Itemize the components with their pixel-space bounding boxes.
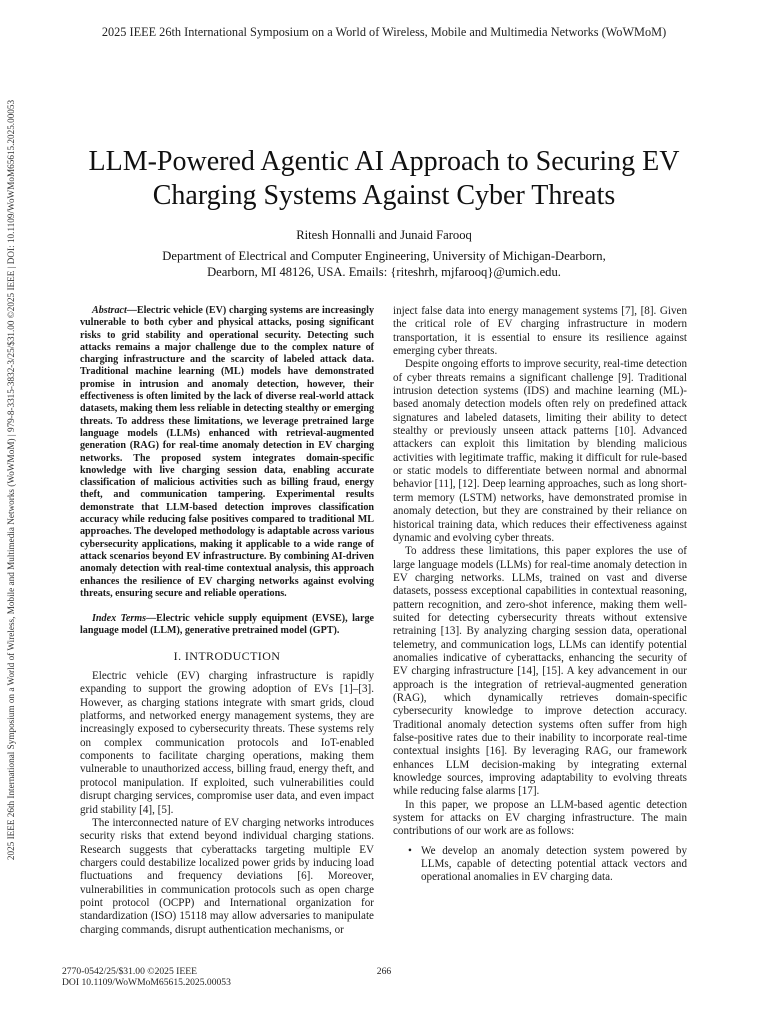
paper-title [40, 145, 728, 213]
index-terms-label: Index Terms [92, 613, 147, 625]
authors: Ritesh Honnalli and Junaid Farooq [296, 228, 472, 242]
title-line-2: Charging Systems Against Cyber Threats [152, 180, 616, 211]
intro-paragraph-2: The interconnected nature of EV charging networks introduces security risks that extend beyond individual charging stations. Research suggests that cyberattacks targeting multiple EV chargers could destabilize localized power grids by inducing load fluctuations and frequency deviations [6]. Moreover, vulnerabilities in communication protocols such as open charge point protocol (OCPP) and International organization for standardization (ISO) 15118 may allow adversaries to manipulate charging commands, disrupt authentication mechanisms, or [80, 816, 374, 936]
contribution-bullet [393, 845, 687, 885]
abstract [80, 305, 374, 600]
intro-paragraph-2-continued: inject false data into energy management systems [7], [8]. Given the critical role of EV charging infrastructure in modern transportation, it is essential to ensure its resilience against emerging cyber threats. [393, 305, 687, 358]
conference-header: 2025 IEEE 26th International Symposium on a World of Wireless, Mobile and Multimedia Networks (WoWMoM) [101, 25, 667, 39]
footer-price-line: 2770-0542/25/$31.00 ©2025 IEEE [62, 966, 197, 977]
index-terms [80, 613, 374, 638]
abstract-label: Abstract [92, 305, 127, 316]
contribution-bullet-text: We develop an anomaly detection system powered by LLMs, capable of detecting potential attack vectors and operational anomalies in EV charging data. [421, 844, 687, 884]
intro-paragraph-1: Electric vehicle (EV) charging infrastructure is rapidly expanding to support the growing adoption of EVs [1]–[3]. However, as charging stations integrate with smart grids, cloud platforms, and networked energy management systems, they are increasingly exposed to cybersecurity threats. These systems rely on complex communication protocols and IoT-enabled components to facilitate charging operations, making them vulnerable to unauthorized access, billing fraud, energy theft, and protocol manipulation. If exploited, such vulnerabilities could disrupt charging services, compromise user data, and even impact grid stability [4], [5]. [80, 670, 374, 816]
bullet-dot-icon: • [408, 844, 412, 857]
footer-doi-line: DOI 10.1109/WoWMoM65615.2025.00053 [62, 977, 231, 988]
affiliation-line-1: Department of Electrical and Computer Engineering, University of Michigan-Dearborn, [162, 249, 606, 263]
intro-paragraph-3: Despite ongoing efforts to improve security, real-time detection of cyber threats remains a significant challenge [9]. Traditional intrusion detection systems (IDS) and machine learning (ML)-based anomaly detection models often rely on predefined attack signatures and labeled datasets, limiting their ability to detect stealthy or previously unseen attack patterns [10]. Advanced attackers can exploit this limitation by blending malicious activities with legitimate traffic, making it difficult for rule-based or static models to differentiate between normal and abnormal behavior [11], [12]. Deep learning approaches, such as long short-term memory (LSTM) networks, have demonstrated promise in anomaly detection, but they are constrained by their reliance on historical training data, which reduces their effectiveness against dynamic and evolving cyber threats. [393, 358, 687, 544]
abstract-text: —Electric vehicle (EV) charging systems are increasingly vulnerable to both cyber and physical attacks, posing significant risks to grid stability and operational security. Detecting such attacks remains a major challenge due to the complex nature of charging infrastructure and the scarcity of labeled attack data. Traditional machine learning (ML) models have demonstrated promise in intrusion and anomaly detection, however, their effectiveness is often limited by the lack of diverse real-world attack datasets, making them less reliable in detecting stealthy or emerging threats. To address these limitations, we leverage pretrained large language models (LLMs) enhanced with retrieval-augmented generation (RAG) for real-time anomaly detection in EV charging networks. The proposed system integrates domain-specific knowledge with live charging session data, enabling accurate classification of malicious activities such as billing fraud, energy theft, and communication tampering. Experimental results demonstrate that LLM-based detection improves classification accuracy while reducing false positives compared to traditional ML approaches. The developed methodology is adaptable across various cybersecurity applications, making it applicable to a wide range of attack scenarios beyond EV infrastructure. By combining AI-driven anomaly detection with real-time contextual analysis, this approach enhances the resilience of EV charging networks against evolving threats, ensuring secure and reliable operations. [80, 305, 374, 599]
page-number: 266 [376, 966, 392, 977]
sidebar-doi-strip: 2025 IEEE 26th International Symposium on a World of Wireless, Mobile and Multimedia Networks (WoWMoM) | 979-8-3315-3832-3/25/$31.00 ©2025 IEEE | DOI: 10.1109/WoWMoM65615.2025.00053 [6, 99, 16, 861]
left-column [80, 305, 374, 937]
index-terms-text: —Electric vehicle supply equipment (EVSE), large language model (LLM), generative pretrained model (GPT). [80, 613, 374, 637]
affiliation-line-2: Dearborn, MI 48126, USA. Emails: {riteshrh, mjfarooq}@umich.edu. [207, 265, 561, 279]
intro-paragraph-5: In this paper, we propose an LLM-based agentic detection system for attacks on EV charging infrastructure. The main contributions of our work are as follows: [393, 798, 687, 838]
title-line-1: LLM-Powered Agentic AI Approach to Securing EV [88, 146, 680, 177]
right-column [393, 305, 687, 885]
section-heading-introduction: I. INTRODUCTION [173, 648, 281, 663]
intro-paragraph-4: To address these limitations, this paper explores the use of large language models (LLMs) for real-time anomaly detection in EV charging networks. LLMs, trained on vast and diverse datasets, possess exceptional capabilities in contextual reasoning, pattern recognition, and zero-shot inference, making them well-suited for detecting cybersecurity threats without extensive retraining [13]. By analyzing charging session data, operational telemetry, and communication logs, LLMs can identify potential anomalies indicative of cyberattacks, enhancing the security of EV charging infrastructure [14], [15]. A key advancement in our approach is the integration of retrieval-augmented generation (RAG), which dynamically retrieves domain-specific cybersecurity knowledge to improve detection accuracy. Traditional anomaly detection systems often suffer from high false-positive rates due to their inability to incorporate real-time contextual insights [16]. By leveraging RAG, our framework enhances LLM decision-making by integrating external knowledge sources, improving adaptability to evolving threats while reducing false alarms [17]. [393, 545, 687, 798]
